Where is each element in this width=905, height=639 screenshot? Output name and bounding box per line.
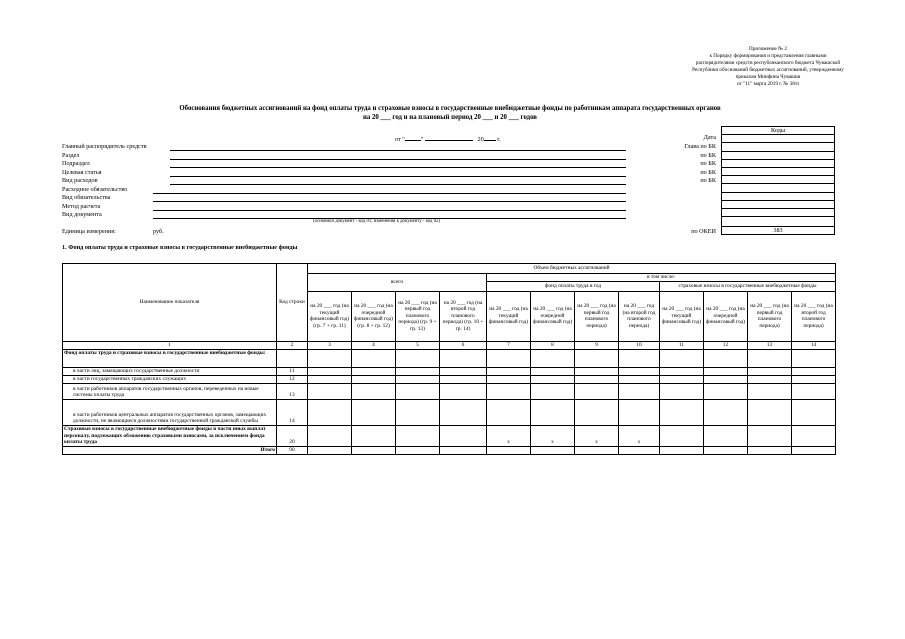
column-number: 11: [660, 341, 704, 349]
value-cell[interactable]: [487, 349, 531, 367]
code-cell[interactable]: [722, 200, 835, 208]
column-number: 5: [396, 341, 440, 349]
value-cell[interactable]: [308, 367, 352, 375]
value-cell[interactable]: [704, 349, 748, 367]
row-name: Страховые взносы в государственные внебюджетные фонды в части иных выплат персоналу, подлежащих обложению страховыми взносами, за исключением фонда оплаты труда: [63, 425, 277, 446]
value-cell[interactable]: [575, 399, 619, 425]
code-cell[interactable]: [722, 176, 835, 184]
field-input-line[interactable]: [170, 184, 626, 185]
value-cell[interactable]: [575, 349, 619, 367]
total-col-1: на 20 ___ год (на текущий финансовый год) (гр. 7 + гр. 11): [308, 291, 352, 341]
column-number: 12: [704, 341, 748, 349]
value-cell[interactable]: [792, 383, 836, 399]
row-code: 90: [277, 446, 308, 454]
value-cell[interactable]: [704, 399, 748, 425]
field-input-line[interactable]: [153, 210, 626, 211]
value-cell[interactable]: [308, 383, 352, 399]
field-label: Метод расчета: [62, 202, 101, 210]
table-row: [63, 375, 836, 383]
code-cell[interactable]: [722, 159, 835, 167]
value-cell[interactable]: [531, 375, 575, 383]
value-cell[interactable]: [352, 375, 396, 383]
fot-col-3: на 20 ___ год (на первый год планового периода): [575, 291, 619, 341]
row-code: 20: [277, 425, 308, 446]
field-label: Главный распорядитель средств: [62, 143, 147, 150]
value-cell[interactable]: [704, 446, 748, 454]
value-cell[interactable]: [531, 383, 575, 399]
okei-label: по ОКЕИ: [691, 228, 716, 235]
fot-col-4: на 20 ___ год (на второй год планового периода): [619, 291, 660, 341]
doc-type-note: (основной документ - код 01; изменения к документу - код 02): [313, 219, 441, 224]
field-code-label: по БК: [700, 168, 716, 176]
volume-header: Объем бюджетных ассигнований: [308, 264, 836, 274]
value-cell[interactable]: [308, 399, 352, 425]
unit-label: Единица измерения:: [62, 228, 116, 235]
field-label: Подраздел: [62, 160, 90, 167]
value-cell[interactable]: [440, 425, 487, 446]
value-cell[interactable]: [748, 383, 792, 399]
appendix-line: распорядителями средств республиканского бюджета Чувашской: [695, 60, 841, 66]
field-input-line[interactable]: [170, 176, 626, 177]
value-cell: x: [575, 425, 619, 446]
field-label: Вид обязательства: [62, 194, 111, 201]
title-line-2: на 20 ___ год и на плановый период 20 ___ и 20 ___ годов: [363, 114, 537, 121]
appendix-line: от "11" марта 2019 г. № 38/п: [736, 81, 800, 87]
value-cell[interactable]: [660, 425, 704, 446]
table-row: [63, 425, 836, 446]
value-cell[interactable]: [792, 399, 836, 425]
value-cell[interactable]: [531, 367, 575, 375]
value-cell[interactable]: [704, 383, 748, 399]
value-cell[interactable]: [792, 446, 836, 454]
value-cell[interactable]: [660, 446, 704, 454]
date-suffix: г.: [497, 136, 501, 143]
value-cell[interactable]: [748, 367, 792, 375]
appendix-line: Приложение № 2: [749, 46, 787, 52]
value-cell[interactable]: [660, 349, 704, 367]
column-number: 13: [748, 341, 792, 349]
value-cell[interactable]: [308, 349, 352, 367]
field-code-label: Глава по БК: [684, 143, 716, 150]
row-name: Фонд оплаты труда и страховые взносы в государственные внебюджетные фонды:: [63, 349, 277, 367]
field-code-label: по БК: [700, 160, 716, 167]
value-cell[interactable]: [531, 349, 575, 367]
value-cell[interactable]: [440, 383, 487, 399]
row-name: в части лиц, замещающих государственные должности: [63, 367, 277, 375]
row-code: [277, 349, 308, 367]
value-cell[interactable]: [487, 375, 531, 383]
value-cell[interactable]: [619, 367, 660, 375]
appendix-line: приказом Минфина Чувашии: [735, 74, 801, 80]
col-code-header: Код строки: [277, 264, 308, 342]
month-field[interactable]: [425, 133, 473, 141]
main-table: [62, 263, 836, 455]
value-cell[interactable]: [619, 375, 660, 383]
value-cell[interactable]: [487, 399, 531, 425]
table-row: [63, 349, 836, 367]
value-cell[interactable]: [748, 349, 792, 367]
column-number: 9: [575, 341, 619, 349]
value-cell[interactable]: [352, 425, 396, 446]
value-cell[interactable]: [792, 425, 836, 446]
value-cell[interactable]: [704, 367, 748, 375]
value-cell[interactable]: [748, 399, 792, 425]
value-cell[interactable]: [352, 349, 396, 367]
value-cell[interactable]: [352, 383, 396, 399]
including-header: в том числе:: [487, 274, 836, 282]
field-input-line[interactable]: [153, 201, 626, 202]
value-cell: x: [487, 425, 531, 446]
codes-header: Коды: [722, 127, 835, 135]
field-input-line[interactable]: [170, 159, 626, 160]
date-label: Дата: [703, 134, 716, 141]
fot-col-1: на 20 ___ год (на текущий финансовый год): [487, 291, 531, 341]
ins-col-4: на 20 ___ год (на второй год планового периода): [792, 291, 836, 341]
okei-code: 383: [722, 227, 835, 235]
value-cell[interactable]: [792, 349, 836, 367]
value-cell: x: [619, 425, 660, 446]
column-number: 7: [487, 341, 531, 349]
value-cell[interactable]: [704, 425, 748, 446]
value-cell[interactable]: [440, 367, 487, 375]
ins-col-2: на 20 ___ год (на очередной финансовый год): [704, 291, 748, 341]
table-row: [63, 446, 836, 454]
row-code: 14: [277, 399, 308, 425]
value-cell[interactable]: [660, 367, 704, 375]
value-cell[interactable]: [619, 383, 660, 399]
row-code: 12: [277, 375, 308, 383]
value-cell[interactable]: [792, 367, 836, 375]
code-cell[interactable]: [722, 151, 835, 159]
total-col-4: на 20 ___ год (на второй год планового периода) (гр. 10 + гр. 14): [440, 291, 487, 341]
column-number: 10: [619, 341, 660, 349]
total-header: всего: [308, 274, 487, 292]
table-row: [63, 399, 836, 425]
ins-col-1: на 20 ___ год (на текущий финансовый год): [660, 291, 704, 341]
appendix-line: Республики обоснований бюджетных ассигнований, утвержденному: [692, 67, 844, 73]
appendix-note: [640, 46, 896, 88]
field-input-line[interactable]: [170, 150, 626, 151]
appendix-line: к Порядку формирования и представления главными: [709, 53, 827, 59]
field-code-label: по БК: [700, 177, 716, 184]
column-number: 6: [440, 341, 487, 349]
row-name: Итого: [63, 446, 277, 454]
day-field[interactable]: [405, 133, 421, 141]
value-cell[interactable]: [396, 367, 440, 375]
unit-value: руб.: [153, 228, 164, 235]
value-cell[interactable]: [619, 349, 660, 367]
value-cell[interactable]: [575, 367, 619, 375]
column-number: 8: [531, 341, 575, 349]
value-cell: x: [531, 425, 575, 446]
date-prefix: от ": [395, 136, 405, 143]
value-cell[interactable]: [748, 446, 792, 454]
insurance-header: страховые взносы в государственные внебюджетные фонды: [660, 281, 836, 291]
year-field[interactable]: [484, 133, 496, 141]
date-quote: ": [420, 136, 424, 143]
code-cell-date[interactable]: [722, 135, 835, 143]
date-line: [395, 133, 501, 143]
column-number: 2: [277, 341, 308, 349]
value-cell[interactable]: [487, 383, 531, 399]
value-cell[interactable]: [352, 399, 396, 425]
column-numbers-row: [63, 341, 836, 349]
value-cell[interactable]: [619, 446, 660, 454]
value-cell[interactable]: [575, 383, 619, 399]
column-number: 3: [308, 341, 352, 349]
code-cell[interactable]: [722, 167, 835, 175]
value-cell[interactable]: [660, 399, 704, 425]
value-cell[interactable]: [531, 399, 575, 425]
value-cell[interactable]: [440, 349, 487, 367]
table-row: [63, 383, 836, 399]
value-cell[interactable]: [704, 375, 748, 383]
field-input-line[interactable]: [170, 167, 626, 168]
column-number: 14: [792, 341, 836, 349]
value-cell[interactable]: [396, 383, 440, 399]
value-cell[interactable]: [440, 446, 487, 454]
ins-col-3: на 20 ___ год (на первый год планового периода): [748, 291, 792, 341]
value-cell[interactable]: [308, 375, 352, 383]
value-cell[interactable]: [308, 446, 352, 454]
code-cell[interactable]: [722, 143, 835, 151]
column-number: 1: [63, 341, 277, 349]
value-cell[interactable]: [660, 375, 704, 383]
value-cell[interactable]: [440, 399, 487, 425]
document-title: [60, 104, 840, 122]
field-code-label: по БК: [700, 151, 716, 159]
date-year: 20: [477, 136, 484, 143]
field-label: Расходное обязательство: [62, 185, 128, 193]
codes-table: [721, 126, 835, 235]
value-cell[interactable]: [487, 446, 531, 454]
value-cell[interactable]: [619, 399, 660, 425]
field-label: Вид расходов: [62, 177, 98, 184]
value-cell[interactable]: [748, 375, 792, 383]
value-cell[interactable]: [396, 399, 440, 425]
code-cell[interactable]: [722, 217, 835, 227]
fot-header: фонд оплаты труда в год: [487, 281, 660, 291]
value-cell[interactable]: [396, 446, 440, 454]
value-cell[interactable]: [396, 425, 440, 446]
value-cell[interactable]: [575, 375, 619, 383]
value-cell[interactable]: [352, 367, 396, 375]
section-title: 1. Фонд оплаты труда и страховые взносы в государственные внебюджетные фонды: [62, 244, 298, 251]
field-label: Вид документа: [62, 211, 102, 218]
code-cell[interactable]: [722, 184, 835, 192]
field-input-line[interactable]: [153, 193, 626, 194]
table-row: [63, 367, 836, 375]
value-cell[interactable]: [660, 383, 704, 399]
value-cell[interactable]: [531, 446, 575, 454]
row-name: в части государственных гражданских служащих: [63, 375, 277, 383]
fot-col-2: на 20 ___ год (на очередной финансовый год): [531, 291, 575, 341]
value-cell[interactable]: [396, 349, 440, 367]
total-col-3: на 20 ___ год (на первый год планового периода) (гр. 9 + гр. 13): [396, 291, 440, 341]
column-number: 4: [352, 341, 396, 349]
code-cell[interactable]: [722, 208, 835, 216]
value-cell[interactable]: [792, 375, 836, 383]
col-name-header: Наименование показателя: [63, 264, 277, 342]
value-cell[interactable]: [440, 375, 487, 383]
value-cell[interactable]: [308, 425, 352, 446]
value-cell[interactable]: [396, 375, 440, 383]
field-label: Раздел: [62, 151, 80, 159]
total-col-2: на 20 ___ год (на очередной финансовый год) (гр. 8 + гр. 12): [352, 291, 396, 341]
row-name: в части работников аппаратов государственных органов, переведенных на новые системы оплаты труда: [63, 383, 277, 399]
field-label: Целевая статья: [62, 168, 102, 176]
value-cell[interactable]: [352, 446, 396, 454]
row-code: 11: [277, 367, 308, 375]
code-cell[interactable]: [722, 192, 835, 200]
value-cell[interactable]: [487, 367, 531, 375]
title-line-1: Обоснования бюджетных ассигнований на фонд оплаты труда и страховые взносы в государственные внебюджетные фонды по работникам аппарата государственных органов: [179, 105, 721, 112]
row-code: 13: [277, 383, 308, 399]
value-cell[interactable]: [748, 425, 792, 446]
row-name: в части работников центральных аппаратов государственных органов, замещающих должности, не являющиеся должностями государственной гражданской службы: [63, 399, 277, 425]
value-cell[interactable]: [575, 446, 619, 454]
